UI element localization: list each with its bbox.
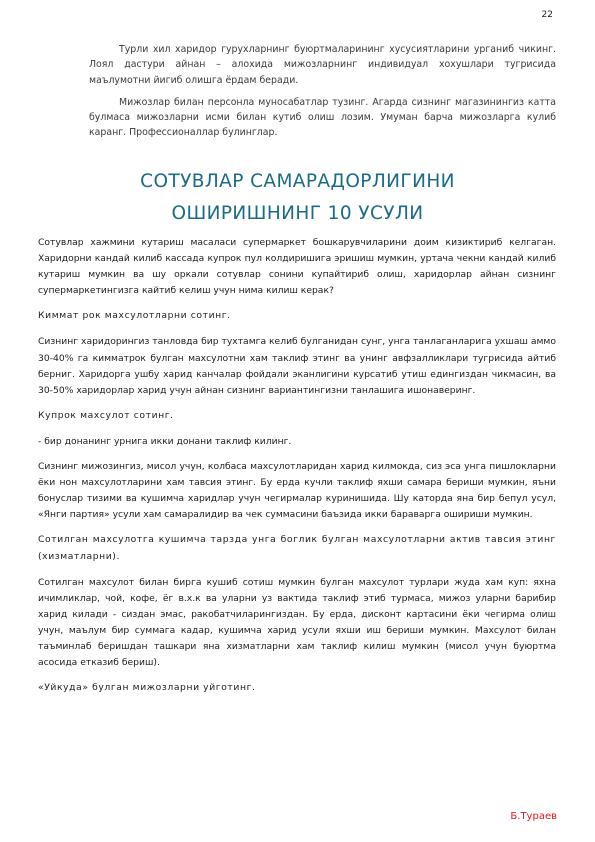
body-paragraph: - бир донанинг урнига икки донани таклиф килинг. [38, 435, 292, 447]
subheading: Купрок махсулот сотинг. [38, 409, 174, 421]
intro-section [89, 42, 556, 148]
section-title [0, 166, 595, 230]
body-paragraph: Сизнинг мижозингиз, мисол учун, колбаса махсулотларидан харид килмокда, сиз эса унга пишлокларни ёки нон махсулотларини хам тавсия этинг. Бу ерда кучли таклиф яхши самара бериши мумкин, яъни бонуслар тизими ва кушимча харидлар учун чегирмалар куринишида. Шу каторда яна бир бепул усул, «Янги партия» усули хам самаралидир ва чек суммасини баъзида икки бараварга ошириши мумкин. [38, 461, 556, 521]
subheading: Сотилган махсулотга кушимча тарзда унга боглик булган махсулотларни актив тавсия этинг (хизматларни). [38, 534, 556, 562]
subheading: Киммат рок махсулотларни сотинг. [38, 310, 231, 322]
page-number: 22 [541, 10, 553, 20]
subheading: «Уйкуда» булган мижозларни уйготинг. [38, 682, 256, 694]
intro-paragraph: Турли хил харидор гурухларнинг буюртмаларининг хусусиятларини урганиб чикинг. Лоял дастури айнан – алохида мижозларнинг индивидуал хохушлари тугрисида маълумотни йигиб олишга ёрдам беради. [89, 44, 556, 86]
section-title-line: ОШИРИШНИНГ 10 УСУЛИ [171, 203, 424, 224]
section-title-line: СОТУВЛАР САМАРАДОРЛИГИНИ [140, 171, 455, 192]
body-text [38, 235, 556, 706]
body-paragraph: Сотувлар хажмини кутариш масаласи супермаркет бошкарувчиларини доим кизиктириб келгаган. Харидорни кандай килиб кассада купрок пул колдиришига эришиш мумкин, уртача чекни кандай килиб кутариш мумкин ва шу оркали сотувлар сонини купайтириб олиш, харидорлар айнан сизнинг супермаркетингизга кайтиб келиш учун нима килиш керак? [38, 237, 556, 297]
intro-paragraph: Мижозлар билан персонла муносабатлар тузинг. Агарда сизнинг магазинингиз катта булмаса мижозларни исми билан кутиб олиш лозим. Умуман барча мижозларга кулиб каранг. Профессионаллар булинглар. [89, 96, 556, 139]
body-paragraph: Сизнинг харидорингиз танловда бир тухтамга келиб булганидан сунг, унга танлаганларига ухшаш аммо 30-40% га кимматрок булган махсулотни хам таклиф этинг ва унинг авфзалликлари тугрисида айтиб берниг. Харидорга ушбу харид канчалар фойдали эканлигини курсатиб утиш едингиздан чикмасин, ва 30-50% харидорлар харид учун айнан сизнинг вариантингизни танлашига ишонаверинг. [38, 336, 556, 396]
author-signature: Б.Тураев [510, 811, 557, 822]
body-paragraph: Сотилган махсулот билан бирга кушиб сотиш мумкин булган махсулот турлари жуда хам куп: яхна ичимликлар, чой, кофе, ёг в.х.к ва уларни уз вактида таклиф этиб турмаса, мижоз уларни барибир харид килади - сиздан эмас, ракобатчиларингиздан. Бу ерда, дисконт картасини ёки чегирма олиш учун, маълум бир суммага кадар, кушимча харид усули яхши иш бериши мумкин. Махсулот билан таъминлаб беришдан ташкари яна хизматларни хам таклиф килиш мумкин (мисол учун буюртма асосида етказиб бериш). [38, 576, 556, 669]
